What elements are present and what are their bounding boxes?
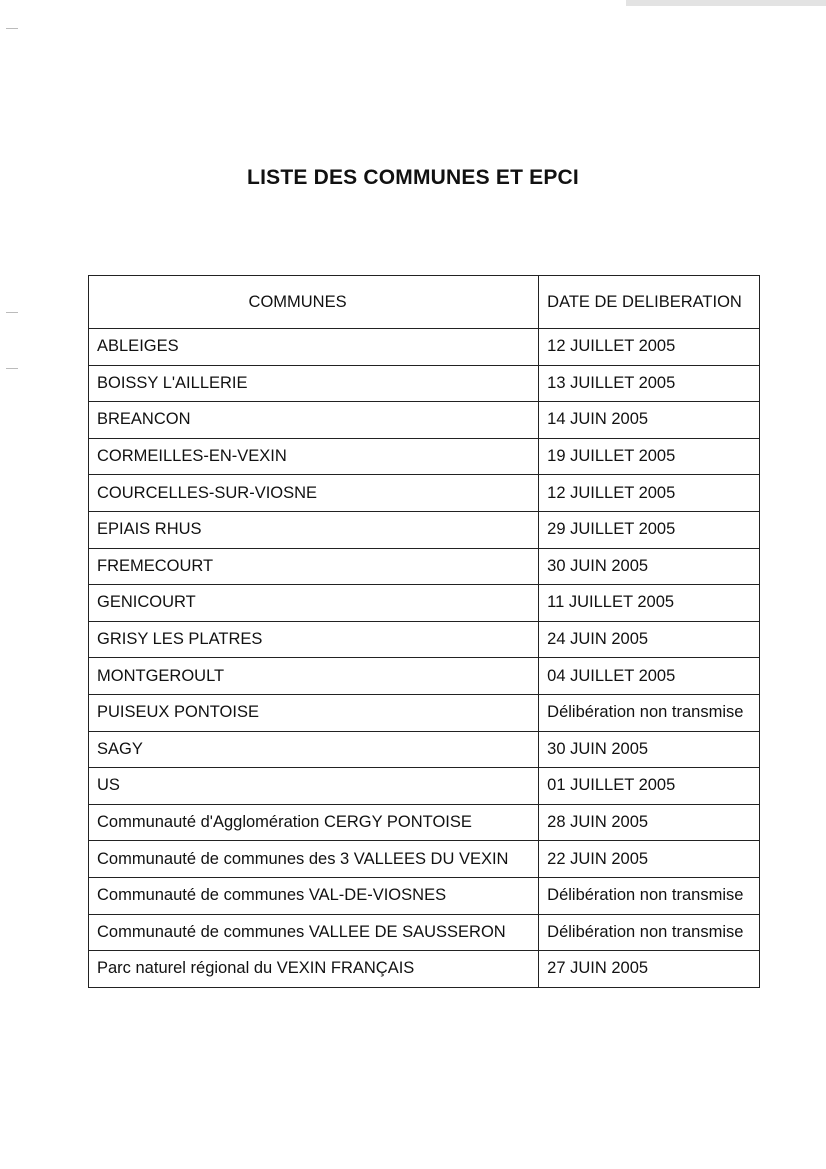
communes-table bbox=[88, 275, 760, 988]
scan-mark bbox=[6, 28, 18, 29]
commune-cell: COURCELLES-SUR-VIOSNE bbox=[89, 475, 539, 512]
commune-cell: GENICOURT bbox=[89, 585, 539, 622]
date-cell: 04 JUILLET 2005 bbox=[539, 658, 760, 695]
date-cell: 24 JUIN 2005 bbox=[539, 621, 760, 658]
page-title: LISTE DES COMMUNES ET EPCI bbox=[247, 166, 579, 190]
table-row bbox=[89, 402, 760, 439]
table-row bbox=[89, 731, 760, 768]
date-cell: 22 JUIN 2005 bbox=[539, 841, 760, 878]
commune-cell: Communauté de communes VALLEE DE SAUSSERON bbox=[89, 914, 539, 951]
date-cell: 30 JUIN 2005 bbox=[539, 548, 760, 585]
scan-shadow bbox=[626, 0, 826, 6]
date-cell: 11 JUILLET 2005 bbox=[539, 585, 760, 622]
commune-cell: EPIAIS RHUS bbox=[89, 511, 539, 548]
table-row bbox=[89, 329, 760, 366]
date-cell: 27 JUIN 2005 bbox=[539, 951, 760, 988]
date-cell: 30 JUIN 2005 bbox=[539, 731, 760, 768]
table-row bbox=[89, 365, 760, 402]
table-row bbox=[89, 914, 760, 951]
commune-cell: FREMECOURT bbox=[89, 548, 539, 585]
commune-cell: Communauté d'Agglomération CERGY PONTOISE bbox=[89, 804, 539, 841]
commune-cell: Communauté de communes des 3 VALLEES DU VEXIN bbox=[89, 841, 539, 878]
date-cell: 01 JUILLET 2005 bbox=[539, 768, 760, 805]
table-row bbox=[89, 511, 760, 548]
commune-cell: Communauté de communes VAL-DE-VIOSNES bbox=[89, 877, 539, 914]
commune-cell: PUISEUX PONTOISE bbox=[89, 694, 539, 731]
table-row bbox=[89, 841, 760, 878]
table-row bbox=[89, 804, 760, 841]
commune-cell: SAGY bbox=[89, 731, 539, 768]
commune-cell: Parc naturel régional du VEXIN FRANÇAIS bbox=[89, 951, 539, 988]
table-row bbox=[89, 548, 760, 585]
table-row bbox=[89, 585, 760, 622]
date-cell: 12 JUILLET 2005 bbox=[539, 475, 760, 512]
date-cell: 13 JUILLET 2005 bbox=[539, 365, 760, 402]
scan-mark bbox=[6, 312, 18, 313]
table-row bbox=[89, 438, 760, 475]
commune-cell: US bbox=[89, 768, 539, 805]
table-row bbox=[89, 475, 760, 512]
header-date: DATE DE DELIBERATION bbox=[539, 276, 760, 329]
date-cell: 12 JUILLET 2005 bbox=[539, 329, 760, 366]
table-row bbox=[89, 621, 760, 658]
commune-cell: BREANCON bbox=[89, 402, 539, 439]
table-row bbox=[89, 658, 760, 695]
header-communes: COMMUNES bbox=[89, 276, 539, 329]
date-cell: 14 JUIN 2005 bbox=[539, 402, 760, 439]
date-cell: 28 JUIN 2005 bbox=[539, 804, 760, 841]
date-cell: 29 JUILLET 2005 bbox=[539, 511, 760, 548]
date-cell: Délibération non transmise bbox=[539, 694, 760, 731]
table-row bbox=[89, 951, 760, 988]
commune-cell: BOISSY L'AILLERIE bbox=[89, 365, 539, 402]
scan-mark bbox=[6, 368, 18, 369]
date-cell: 19 JUILLET 2005 bbox=[539, 438, 760, 475]
table-row bbox=[89, 768, 760, 805]
commune-cell: ABLEIGES bbox=[89, 329, 539, 366]
commune-cell: CORMEILLES-EN-VEXIN bbox=[89, 438, 539, 475]
date-cell: Délibération non transmise bbox=[539, 877, 760, 914]
date-cell: Délibération non transmise bbox=[539, 914, 760, 951]
commune-cell: MONTGEROULT bbox=[89, 658, 539, 695]
commune-cell: GRISY LES PLATRES bbox=[89, 621, 539, 658]
table-row bbox=[89, 877, 760, 914]
table-header-row bbox=[89, 276, 760, 329]
table-row bbox=[89, 694, 760, 731]
